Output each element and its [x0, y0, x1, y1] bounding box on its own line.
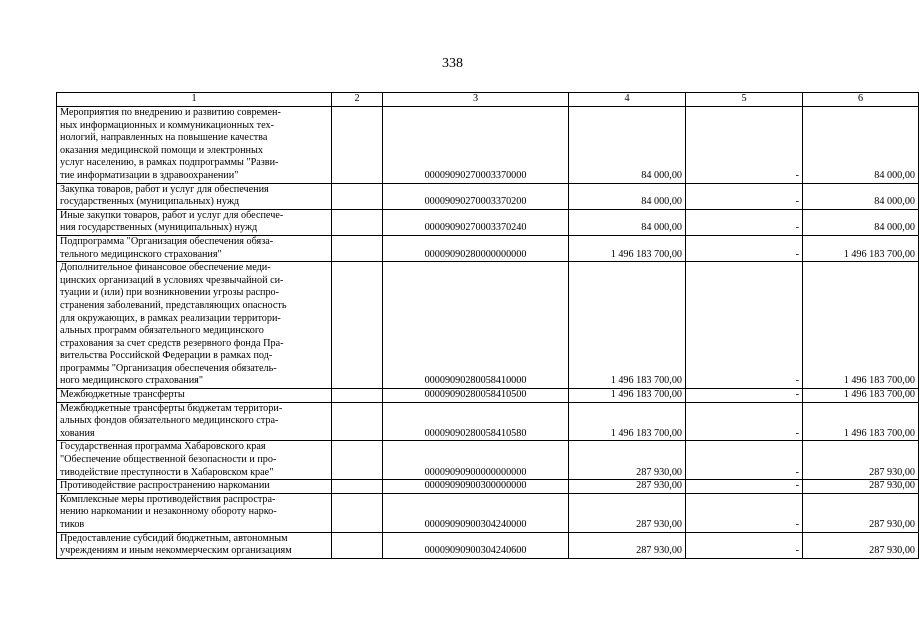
row-col2-cell [332, 389, 383, 403]
row-description-cell: Межбюджетные трансферты [57, 389, 332, 403]
row-amount-cell: 287 930,00 [569, 441, 686, 480]
row-amount-total-cell: 287 930,00 [803, 532, 919, 558]
row-amount-total-cell: 84 000,00 [803, 107, 919, 184]
row-col2-cell [332, 441, 383, 480]
row-code-cell: 00009090270003370240 [383, 209, 569, 235]
row-amount-total-cell: 84 000,00 [803, 209, 919, 235]
table-row [57, 532, 919, 558]
row-description-cell: Дополнительное финансовое обеспечение меди- цинских организаций в условиях чрезвычайной си- туации и (или) при возникновении угрозы распро- странения заболеваний, представляющих опасность для окружающих, в рамках реализации территори- альных программ обязательного медицинского страхования за счет средств резервного фонда Пра- вительства Российской Федерации в рамках под- программы "Организация обеспечения обязатель- ного медицинского страхования" [57, 262, 332, 389]
row-col5-cell: - [686, 402, 803, 441]
row-col5-cell: - [686, 493, 803, 532]
table-row [57, 402, 919, 441]
row-amount-total-cell: 1 496 183 700,00 [803, 402, 919, 441]
row-amount-cell: 1 496 183 700,00 [569, 389, 686, 403]
column-header: 5 [686, 93, 803, 107]
row-amount-cell: 287 930,00 [569, 532, 686, 558]
row-col5-cell: - [686, 441, 803, 480]
row-col2-cell [332, 183, 383, 209]
row-amount-cell: 84 000,00 [569, 107, 686, 184]
column-header: 4 [569, 93, 686, 107]
row-col5-cell: - [686, 480, 803, 494]
row-description-cell: Подпрограмма "Организация обеспечения обяза- тельного медицинского страхования" [57, 235, 332, 261]
table-row [57, 441, 919, 480]
row-col2-cell [332, 493, 383, 532]
row-code-cell: 00009090280058410500 [383, 389, 569, 403]
table-row [57, 183, 919, 209]
row-col2-cell [332, 235, 383, 261]
row-code-cell: 00009090280058410580 [383, 402, 569, 441]
row-description-cell: Иные закупки товаров, работ и услуг для обеспече- ния государственных (муниципальных) нужд [57, 209, 332, 235]
row-amount-cell: 1 496 183 700,00 [569, 402, 686, 441]
row-code-cell: 00009090280000000000 [383, 235, 569, 261]
row-code-cell: 00009090900000000000 [383, 441, 569, 480]
header-row [57, 93, 919, 107]
row-col5-cell: - [686, 389, 803, 403]
row-code-cell: 00009090270003370000 [383, 107, 569, 184]
row-col2-cell [332, 402, 383, 441]
row-amount-total-cell: 287 930,00 [803, 493, 919, 532]
row-amount-total-cell: 1 496 183 700,00 [803, 235, 919, 261]
column-header: 2 [332, 93, 383, 107]
row-col2-cell [332, 262, 383, 389]
table-row [57, 209, 919, 235]
row-col5-cell: - [686, 183, 803, 209]
row-code-cell: 00009090900304240000 [383, 493, 569, 532]
row-description-cell: Комплексные меры противодействия распростра- нению наркомании и незаконному обороту нарко- тиков [57, 493, 332, 532]
table-row [57, 107, 919, 184]
column-header: 6 [803, 93, 919, 107]
row-amount-total-cell: 1 496 183 700,00 [803, 262, 919, 389]
row-col5-cell: - [686, 209, 803, 235]
row-amount-cell: 287 930,00 [569, 493, 686, 532]
row-col5-cell: - [686, 532, 803, 558]
row-code-cell: 00009090900300000000 [383, 480, 569, 494]
row-col5-cell: - [686, 107, 803, 184]
row-amount-cell: 1 496 183 700,00 [569, 262, 686, 389]
column-header: 3 [383, 93, 569, 107]
table-row [57, 235, 919, 261]
row-description-cell: Противодействие распространению наркомании [57, 480, 332, 494]
row-amount-total-cell: 1 496 183 700,00 [803, 389, 919, 403]
table-row [57, 493, 919, 532]
row-col2-cell [332, 480, 383, 494]
row-description-cell: Предоставление субсидий бюджетным, автономным учреждениям и иным некоммерческим организациям [57, 532, 332, 558]
row-amount-total-cell: 287 930,00 [803, 441, 919, 480]
row-amount-cell: 1 496 183 700,00 [569, 235, 686, 261]
page-number: 338 [442, 56, 463, 71]
row-amount-total-cell: 287 930,00 [803, 480, 919, 494]
table-row [57, 262, 919, 389]
budget-table [56, 92, 919, 559]
row-col2-cell [332, 209, 383, 235]
row-amount-cell: 84 000,00 [569, 183, 686, 209]
row-amount-total-cell: 84 000,00 [803, 183, 919, 209]
row-description-cell: Закупка товаров, работ и услуг для обеспечения государственных (муниципальных) нужд [57, 183, 332, 209]
row-col5-cell: - [686, 262, 803, 389]
row-description-cell: Государственная программа Хабаровского края "Обеспечение общественной безопасности и про- тиводействие преступности в Хабаровском крае" [57, 441, 332, 480]
row-col5-cell: - [686, 235, 803, 261]
table-row [57, 480, 919, 494]
row-code-cell: 00009090280058410000 [383, 262, 569, 389]
column-header: 1 [57, 93, 332, 107]
row-code-cell: 00009090270003370200 [383, 183, 569, 209]
row-col2-cell [332, 532, 383, 558]
row-description-cell: Межбюджетные трансферты бюджетам территори- альных фондов обязательного медицинского стра- хования [57, 402, 332, 441]
row-amount-cell: 84 000,00 [569, 209, 686, 235]
row-col2-cell [332, 107, 383, 184]
table-body [57, 107, 919, 559]
row-description-cell: Мероприятия по внедрению и развитию современ- ных информационных и коммуникационных тех- нологий, направленных на повышение качества оказания медицинской помощи и электронных услуг населению, в рамках подпрограммы "Разви- тие информатизации в здравоохранении" [57, 107, 332, 184]
row-amount-cell: 287 930,00 [569, 480, 686, 494]
table-row [57, 389, 919, 403]
row-code-cell: 00009090900304240600 [383, 532, 569, 558]
